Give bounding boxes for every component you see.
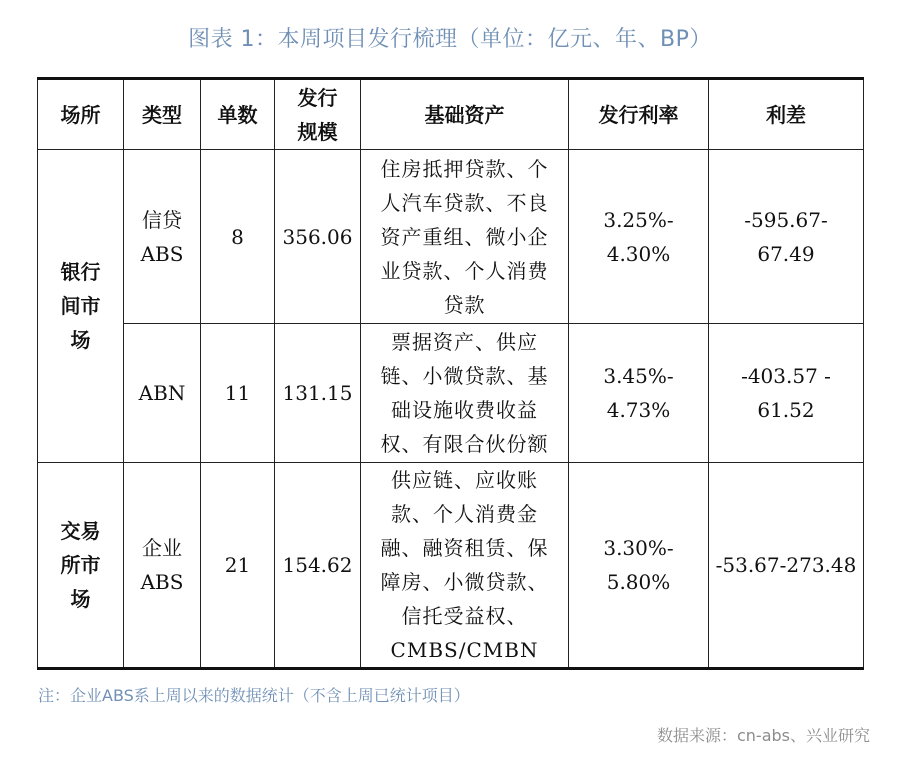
type-line1: 企业: [142, 536, 182, 560]
asset-line: 权、有限合伙份额: [380, 432, 549, 456]
header-count: 单数: [201, 79, 275, 150]
spread-line1: -403.57 -: [741, 364, 831, 388]
rate-line2: 4.30%: [606, 241, 671, 266]
rate-line2: 5.80%: [606, 570, 671, 594]
header-row: [38, 79, 864, 150]
spread-line2: 61.52: [757, 398, 815, 422]
asset-cell: [361, 150, 569, 324]
scale-cell: 131.15: [275, 324, 361, 463]
scale-cell: 154.62: [275, 463, 361, 669]
page-title: 图表 1：本周项目发行梳理（单位：亿元、年、BP）: [188, 27, 712, 52]
asset-line: 人汽车贷款、不良: [380, 190, 549, 215]
header-venue: 场所: [38, 79, 124, 150]
issuance-table: [37, 77, 864, 670]
spread-line2: 67.49: [757, 241, 815, 266]
venue-interbank-line: 银行: [60, 260, 101, 284]
asset-line: 资产重组、微小企: [380, 224, 549, 249]
header-scale-line1: 发行: [297, 85, 338, 110]
type-line2: ABS: [140, 241, 184, 266]
asset-line: 供应链、应收账: [391, 468, 538, 492]
rate-cell: [569, 150, 709, 324]
table-row: [38, 463, 864, 669]
asset-line: 链、小微贷款、基: [380, 364, 549, 388]
spread-cell: [709, 324, 864, 463]
asset-line: 信托受益权、: [401, 604, 528, 628]
rate-line1: 3.45%-: [603, 364, 674, 388]
spread-cell: [709, 150, 864, 324]
header-spread: 利差: [709, 79, 864, 150]
rate-cell: [569, 324, 709, 463]
header-rate: 发行利率: [569, 79, 709, 150]
header-asset: 基础资产: [361, 79, 569, 150]
rate-line2: 4.73%: [606, 398, 671, 422]
count-cell: 21: [201, 463, 275, 669]
asset-cell: [361, 463, 569, 669]
type-cell: [124, 463, 201, 669]
rate-cell: [569, 463, 709, 669]
venue-exchange-line: 场: [70, 587, 91, 611]
venue-exchange: [38, 463, 124, 669]
asset-line: 住房抵押贷款、个: [380, 156, 549, 181]
rate-line1: 3.25%-: [603, 207, 674, 232]
table-row: [38, 324, 864, 463]
venue-interbank-line: 场: [70, 328, 91, 352]
venue-interbank: [38, 150, 124, 463]
venue-exchange-line: 交易: [60, 519, 101, 543]
asset-line: 款、个人消费金: [391, 502, 538, 526]
type-line1: 信贷: [142, 207, 182, 232]
count-cell: 8: [201, 150, 275, 324]
rate-line1: 3.30%-: [603, 536, 674, 560]
data-source: 数据来源：cn-abs、兴业研究: [656, 726, 870, 745]
venue-interbank-line: 间市: [60, 294, 101, 318]
type-line2: ABS: [140, 570, 184, 594]
asset-line: 础设施收费收益: [391, 398, 538, 422]
venue-exchange-line: 所市: [60, 553, 101, 577]
asset-cell: [361, 324, 569, 463]
type-cell: [124, 324, 201, 463]
header-type: 类型: [124, 79, 201, 150]
spread-line1: -595.67-: [744, 207, 828, 232]
asset-line: 票据资产、供应: [391, 330, 538, 354]
footnote: 注：企业ABS系上周以来的数据统计（不含上周已统计项目）: [38, 686, 470, 705]
asset-line: 业贷款、个人消费: [380, 258, 549, 283]
spread-line1: -53.67-273.48: [715, 553, 857, 577]
count-cell: 11: [201, 324, 275, 463]
spread-cell: [709, 463, 864, 669]
table-row: [38, 150, 864, 324]
header-scale: [275, 79, 361, 150]
asset-line: 融、融资租赁、保: [380, 536, 549, 560]
scale-cell: 356.06: [275, 150, 361, 324]
asset-line: CMBS/CMBN: [390, 638, 539, 662]
asset-line: 障房、小微贷款、: [380, 570, 549, 594]
header-scale-line2: 规模: [297, 119, 338, 144]
type-cell: [124, 150, 201, 324]
asset-line: 贷款: [443, 292, 486, 317]
type-line1: ABN: [138, 381, 186, 405]
